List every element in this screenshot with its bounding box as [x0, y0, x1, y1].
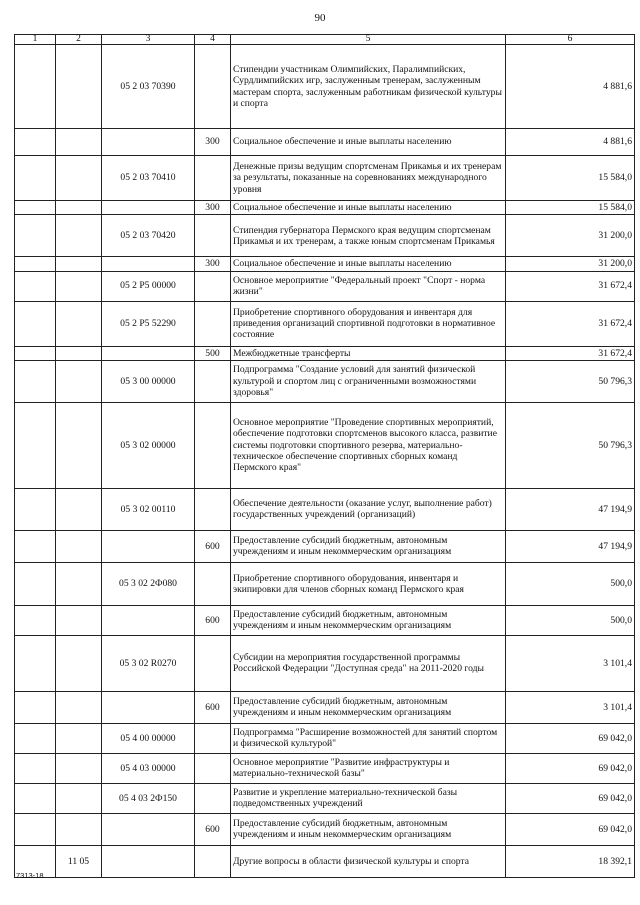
table-cell-amount: 3 101,4: [506, 635, 635, 691]
table-row: [15, 753, 635, 783]
table-cell-target-article: 05 2 03 70390: [102, 45, 195, 129]
table-cell-name: Социальное обеспечение и иные выплаты населению: [231, 201, 506, 215]
budget-table: [14, 34, 635, 878]
table-cell-expense-type: [195, 753, 231, 783]
table-cell-expense-type: [195, 488, 231, 530]
table-cell-target-article: 05 3 02 00110: [102, 488, 195, 530]
table-cell-target-article: 05 3 02 R0270: [102, 635, 195, 691]
table-cell-amount: 69 042,0: [506, 783, 635, 813]
table-row: [15, 346, 635, 360]
table-cell-subsection: [56, 783, 102, 813]
table-cell-subsection: [56, 753, 102, 783]
table-cell-target-article: [102, 605, 195, 635]
table-cell-amount: 18 392,1: [506, 845, 635, 877]
table-cell-section: [15, 257, 56, 271]
table-cell-expense-type: 300: [195, 201, 231, 215]
table-cell-target-article: [102, 129, 195, 156]
table-cell-subsection: [56, 346, 102, 360]
table-cell-subsection: [56, 257, 102, 271]
table-cell-expense-type: [195, 783, 231, 813]
table-cell-section: [15, 813, 56, 845]
table-cell-amount: 31 672,4: [506, 346, 635, 360]
table-cell-expense-type: 600: [195, 691, 231, 723]
table-cell-subsection: [56, 562, 102, 605]
table-cell-target-article: [102, 813, 195, 845]
table-cell-target-article: [102, 257, 195, 271]
table-cell-name: Предоставление субсидий бюджетным, автономным учреждениям и иным некоммерческим организациям: [231, 813, 506, 845]
table-cell-subsection: [56, 129, 102, 156]
table-cell-name: Основное мероприятие "Федеральный проект "Спорт - норма жизни": [231, 271, 506, 301]
table-cell-target-article: 05 2 Р5 00000: [102, 271, 195, 301]
column-header: 4: [195, 35, 231, 45]
table-row: [15, 402, 635, 488]
table-cell-amount: 47 194,9: [506, 488, 635, 530]
table-cell-name: Основное мероприятие "Проведение спортивных мероприятий, обеспечение подготовки спортсменов высокого класса, развитие системы подготовки спортивного резерва, материально-техническое обеспечение спортивных сборных команд Пермского края": [231, 402, 506, 488]
table-cell-target-article: 05 2 03 70420: [102, 215, 195, 257]
table-cell-amount: 3 101,4: [506, 691, 635, 723]
table-row: [15, 257, 635, 271]
document-code: 7313-18: [16, 871, 44, 880]
table-cell-name: Предоставление субсидий бюджетным, автономным учреждениям и иным некоммерческим организациям: [231, 691, 506, 723]
table-cell-amount: 500,0: [506, 605, 635, 635]
table-cell-subsection: [56, 45, 102, 129]
table-cell-expense-type: [195, 635, 231, 691]
table-cell-section: [15, 562, 56, 605]
page-number: 90: [314, 12, 326, 24]
table-cell-amount: 4 881,6: [506, 129, 635, 156]
table-cell-target-article: [102, 691, 195, 723]
table-cell-name: Другие вопросы в области физической культуры и спорта: [231, 845, 506, 877]
table-cell-section: [15, 691, 56, 723]
table-cell-subsection: [56, 271, 102, 301]
table-cell-section: [15, 530, 56, 562]
table-header-row: [15, 35, 635, 45]
table-cell-target-article: [102, 201, 195, 215]
table-cell-expense-type: 300: [195, 257, 231, 271]
table-cell-expense-type: [195, 215, 231, 257]
table-cell-name: Подпрограмма "Расширение возможностей для занятий спортом и физической культурой": [231, 723, 506, 753]
table-cell-amount: 50 796,3: [506, 360, 635, 402]
table-cell-amount: 15 584,0: [506, 201, 635, 215]
table-cell-section: [15, 635, 56, 691]
table-row: [15, 783, 635, 813]
table-row: [15, 301, 635, 346]
table-cell-expense-type: [195, 723, 231, 753]
table-cell-expense-type: [195, 562, 231, 605]
table-cell-amount: 69 042,0: [506, 813, 635, 845]
table-cell-subsection: [56, 215, 102, 257]
table-cell-name: Субсидии на мероприятия государственной программы Российской Федерации "Доступная среда" на 2011-2020 годы: [231, 635, 506, 691]
column-header: 5: [231, 35, 506, 45]
table-cell-section: [15, 605, 56, 635]
column-header: 3: [102, 35, 195, 45]
table-cell-subsection: [56, 360, 102, 402]
table-cell-expense-type: [195, 271, 231, 301]
table-cell-amount: 50 796,3: [506, 402, 635, 488]
table-cell-amount: 31 200,0: [506, 257, 635, 271]
table-row: [15, 845, 635, 877]
table-cell-target-article: 05 3 02 2Ф080: [102, 562, 195, 605]
table-cell-amount: 31 200,0: [506, 215, 635, 257]
table-cell-amount: 4 881,6: [506, 45, 635, 129]
table-cell-target-article: 05 4 03 00000: [102, 753, 195, 783]
table-cell-subsection: [56, 691, 102, 723]
table-cell-target-article: 05 4 00 00000: [102, 723, 195, 753]
table-cell-expense-type: 600: [195, 813, 231, 845]
table-cell-section: [15, 723, 56, 753]
table-cell-section: [15, 488, 56, 530]
table-cell-target-article: 05 4 03 2Ф150: [102, 783, 195, 813]
table-cell-name: Стипендии участникам Олимпийских, Паралимпийских, Сурдлимпийских игр, заслуженным тренерам, заслуженным мастерам спорта, заслуженным работникам физической культуры и спорта: [231, 45, 506, 129]
table-cell-section: [15, 783, 56, 813]
table-cell-subsection: [56, 301, 102, 346]
table-row: [15, 605, 635, 635]
column-header: 1: [15, 35, 56, 45]
table-row: [15, 45, 635, 129]
table-row: [15, 723, 635, 753]
table-cell-name: Приобретение спортивного оборудования и инвентаря для приведения организаций спортивной подготовки в нормативное состояние: [231, 301, 506, 346]
table-cell-target-article: [102, 530, 195, 562]
table-cell-name: Предоставление субсидий бюджетным, автономным учреждениям и иным некоммерческим организациям: [231, 605, 506, 635]
column-header: 2: [56, 35, 102, 45]
table-cell-expense-type: [195, 156, 231, 201]
table-cell-target-article: [102, 346, 195, 360]
table-cell-name: Стипендия губернатора Пермского края ведущим спортсменам Прикамья и их тренерам, а также юным спортсменам Прикамья: [231, 215, 506, 257]
table-cell-expense-type: [195, 360, 231, 402]
table-cell-subsection: [56, 813, 102, 845]
table-row: [15, 562, 635, 605]
table-cell-section: [15, 201, 56, 215]
table-row: [15, 129, 635, 156]
table-row: [15, 360, 635, 402]
table-cell-section: [15, 360, 56, 402]
table-row: [15, 201, 635, 215]
table-row: [15, 271, 635, 301]
table-row: [15, 156, 635, 201]
table-cell-name: Подпрограмма "Создание условий для занятий физической культурой и спортом лиц с ограниченными возможностями здоровья": [231, 360, 506, 402]
column-header: 6: [506, 35, 635, 45]
table-cell-expense-type: 500: [195, 346, 231, 360]
table-cell-expense-type: 300: [195, 129, 231, 156]
table-cell-amount: 500,0: [506, 562, 635, 605]
table-cell-name: Приобретение спортивного оборудования, инвентаря и экипировки для членов сборных команд Пермского края: [231, 562, 506, 605]
table-cell-name: Денежные призы ведущим спортсменам Прикамья и их тренерам за результаты, показанные на соревнованиях международного уровня: [231, 156, 506, 201]
table-cell-target-article: 05 3 02 00000: [102, 402, 195, 488]
table-cell-subsection: [56, 605, 102, 635]
table-cell-section: [15, 402, 56, 488]
table-cell-amount: 31 672,4: [506, 301, 635, 346]
table-cell-name: Основное мероприятие "Развитие инфраструктуры и материально-технической базы": [231, 753, 506, 783]
table-row: [15, 488, 635, 530]
table-cell-target-article: 05 3 00 00000: [102, 360, 195, 402]
table-cell-amount: 31 672,4: [506, 271, 635, 301]
table-cell-expense-type: [195, 301, 231, 346]
table-cell-amount: 69 042,0: [506, 753, 635, 783]
table-cell-expense-type: [195, 45, 231, 129]
table-cell-section: [15, 129, 56, 156]
table-row: [15, 215, 635, 257]
table-row: [15, 635, 635, 691]
table-cell-section: [15, 45, 56, 129]
table-cell-subsection: [56, 156, 102, 201]
table-cell-expense-type: [195, 845, 231, 877]
table-cell-target-article: [102, 845, 195, 877]
table-cell-name: Обеспечение деятельности (оказание услуг, выполнение работ) государственных учреждений (организаций): [231, 488, 506, 530]
table-cell-subsection: [56, 723, 102, 753]
table-cell-name: Социальное обеспечение и иные выплаты населению: [231, 129, 506, 156]
table-cell-amount: 47 194,9: [506, 530, 635, 562]
table-cell-name: Развитие и укрепление материально-технической базы подведомственных учреждений: [231, 783, 506, 813]
table-cell-amount: 15 584,0: [506, 156, 635, 201]
table-cell-subsection: [56, 530, 102, 562]
table-cell-expense-type: 600: [195, 530, 231, 562]
table-cell-section: [15, 156, 56, 201]
table-cell-amount: 69 042,0: [506, 723, 635, 753]
table-cell-section: [15, 346, 56, 360]
table-cell-section: [15, 215, 56, 257]
table-cell-subsection: [56, 201, 102, 215]
table-cell-subsection: [56, 488, 102, 530]
table-row: [15, 691, 635, 723]
table-cell-target-article: 05 2 Р5 52290: [102, 301, 195, 346]
table-cell-expense-type: 600: [195, 605, 231, 635]
table-body: [15, 45, 635, 878]
table-cell-name: Социальное обеспечение и иные выплаты населению: [231, 257, 506, 271]
table-cell-expense-type: [195, 402, 231, 488]
table-cell-subsection: [56, 635, 102, 691]
table-cell-target-article: 05 2 03 70410: [102, 156, 195, 201]
table-row: [15, 530, 635, 562]
table-cell-name: Предоставление субсидий бюджетным, автономным учреждениям и иным некоммерческим организациям: [231, 530, 506, 562]
table-cell-name: Межбюджетные трансферты: [231, 346, 506, 360]
table-cell-section: [15, 271, 56, 301]
table-cell-section: [15, 753, 56, 783]
table-cell-subsection: 11 05: [56, 845, 102, 877]
table-row: [15, 813, 635, 845]
table-cell-section: [15, 301, 56, 346]
table-cell-subsection: [56, 402, 102, 488]
